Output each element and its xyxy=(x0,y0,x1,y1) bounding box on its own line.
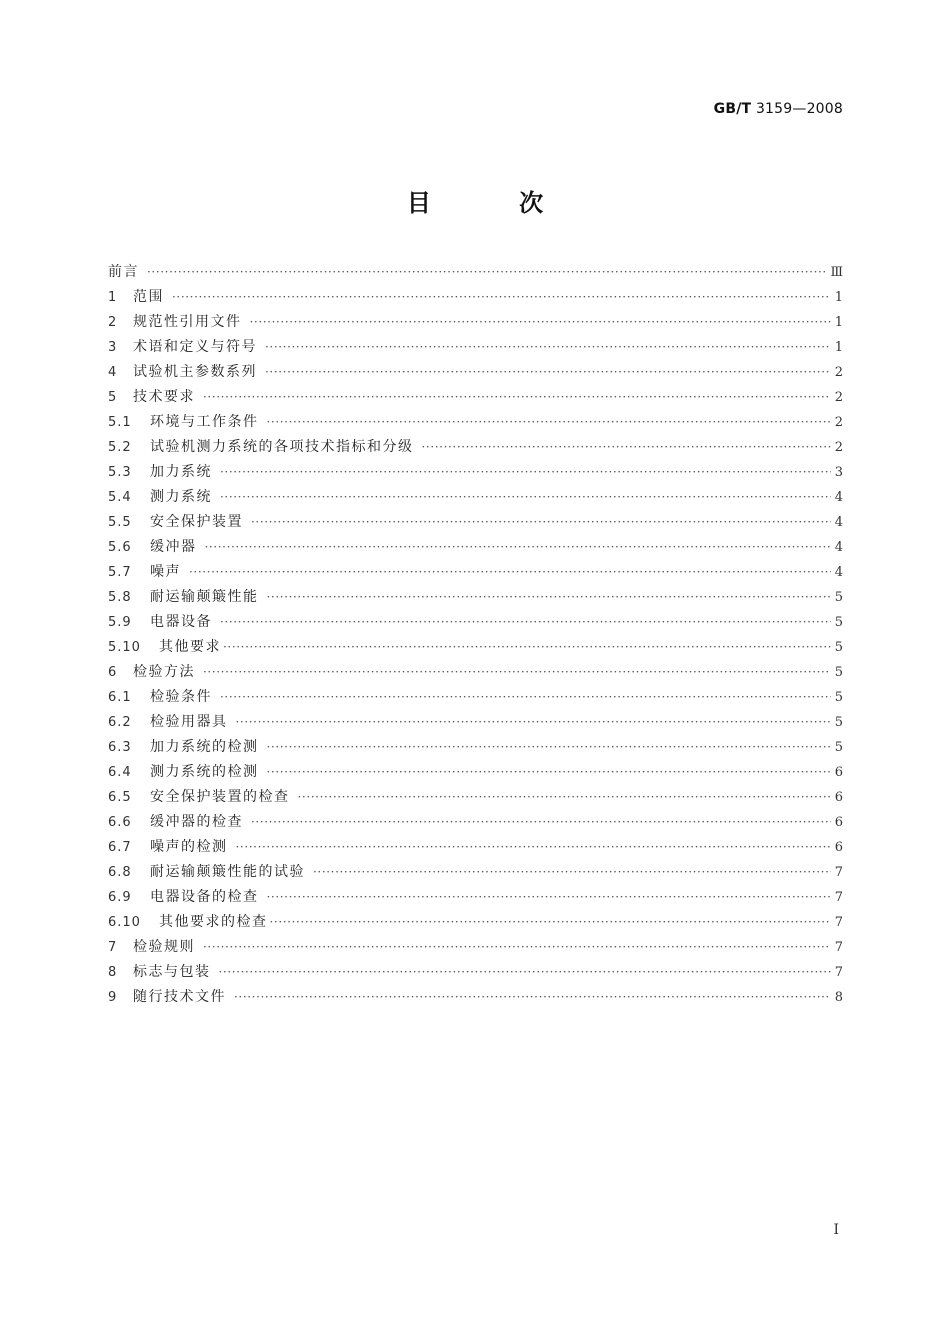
toc-leader-dots xyxy=(203,660,831,685)
toc-entry-page: 7 xyxy=(834,915,843,930)
toc-entry-number: 3 xyxy=(108,340,118,355)
toc-leader-dots xyxy=(267,760,831,785)
toc-entry-title: 噪声 xyxy=(150,564,181,580)
toc-entry-number: 7 xyxy=(108,940,118,955)
toc-leader-dots xyxy=(220,485,831,510)
toc-entry-page: Ⅲ xyxy=(830,265,843,280)
toc-entry-page: 6 xyxy=(834,840,843,855)
toc-entry[interactable] xyxy=(108,485,843,510)
toc-leader-dots xyxy=(250,310,831,335)
toc-entry-title: 其他要求的检查 xyxy=(159,914,268,930)
toc-entry-number: 8 xyxy=(108,965,118,980)
toc-entry[interactable] xyxy=(108,285,843,310)
toc-entry-title: 检验条件 xyxy=(150,689,212,705)
toc-entry-number: 5.6 xyxy=(108,540,132,555)
table-of-contents xyxy=(108,260,843,1010)
toc-leader-dots xyxy=(236,710,831,735)
toc-entry-page: 1 xyxy=(834,315,843,330)
toc-entry-title: 检验用器具 xyxy=(150,714,228,730)
toc-leader-dots xyxy=(223,635,831,660)
toc-entry-title: 加力系统 xyxy=(150,464,212,480)
toc-entry-number: 6.7 xyxy=(108,840,132,855)
toc-entry-page: 6 xyxy=(834,815,843,830)
toc-entry-title: 试验机主参数系列 xyxy=(133,364,257,380)
toc-entry[interactable] xyxy=(108,635,843,660)
toc-entry[interactable] xyxy=(108,735,843,760)
toc-entry[interactable] xyxy=(108,660,843,685)
toc-entry[interactable] xyxy=(108,335,843,360)
toc-entry[interactable] xyxy=(108,385,843,410)
toc-entry-page: 2 xyxy=(834,365,843,380)
toc-entry[interactable] xyxy=(108,435,843,460)
toc-entry-title: 电器设备 xyxy=(150,614,212,630)
toc-entry-title: 范围 xyxy=(133,289,164,305)
toc-entry-title: 耐运输颠簸性能 xyxy=(150,589,259,605)
toc-entry-number: 6.5 xyxy=(108,790,132,805)
toc-entry-title: 术语和定义与符号 xyxy=(133,339,257,355)
toc-entry-title: 安全保护装置 xyxy=(150,514,243,530)
toc-entry[interactable] xyxy=(108,460,843,485)
toc-entry-page: 6 xyxy=(834,765,843,780)
toc-leader-dots xyxy=(265,360,831,385)
toc-entry-title: 试验机测力系统的各项技术指标和分级 xyxy=(150,439,414,455)
page-number: Ⅰ xyxy=(833,1222,839,1238)
toc-entry-page: 3 xyxy=(834,465,843,480)
toc-entry-title: 前言 xyxy=(108,264,139,280)
toc-entry-page: 4 xyxy=(834,515,843,530)
toc-leader-dots xyxy=(251,810,831,835)
toc-entry-number: 5.8 xyxy=(108,590,132,605)
toc-entry-number: 5.4 xyxy=(108,490,132,505)
toc-leader-dots xyxy=(267,410,831,435)
toc-entry[interactable] xyxy=(108,935,843,960)
toc-entry-number: 6.3 xyxy=(108,740,132,755)
toc-entry-title: 规范性引用文件 xyxy=(133,314,242,330)
toc-entry-page: 1 xyxy=(834,290,843,305)
toc-leader-dots xyxy=(205,535,831,560)
toc-entry-page: 5 xyxy=(834,665,843,680)
toc-entry[interactable] xyxy=(108,910,843,935)
toc-entry[interactable] xyxy=(108,985,843,1010)
toc-entry-title: 安全保护装置的检查 xyxy=(150,789,290,805)
toc-entry-number: 6.8 xyxy=(108,865,132,880)
toc-entry[interactable] xyxy=(108,860,843,885)
toc-entry-page: 4 xyxy=(834,540,843,555)
toc-entry-number: 5.5 xyxy=(108,515,132,530)
page-title: 目 次 xyxy=(406,189,584,217)
toc-leader-dots xyxy=(219,960,831,985)
toc-entry-page: 7 xyxy=(834,940,843,955)
toc-entry-page: 2 xyxy=(834,415,843,430)
toc-entry-page: 4 xyxy=(834,490,843,505)
toc-entry[interactable] xyxy=(108,710,843,735)
toc-entry[interactable] xyxy=(108,885,843,910)
toc-entry-number: 4 xyxy=(108,365,118,380)
toc-entry-title: 检验方法 xyxy=(133,664,195,680)
toc-entry[interactable] xyxy=(108,535,843,560)
toc-leader-dots xyxy=(298,785,831,810)
toc-leader-dots xyxy=(234,985,831,1010)
toc-entry-page: 5 xyxy=(834,690,843,705)
toc-entry-number: 1 xyxy=(108,290,118,305)
toc-entry-number: 6.10 xyxy=(108,915,141,930)
toc-leader-dots xyxy=(267,585,831,610)
toc-leader-dots xyxy=(236,835,831,860)
toc-entry-title: 测力系统 xyxy=(150,489,212,505)
toc-entry-page: 1 xyxy=(834,340,843,355)
toc-leader-dots xyxy=(270,910,831,935)
toc-entry-title: 噪声的检测 xyxy=(150,839,228,855)
toc-leader-dots xyxy=(220,685,831,710)
toc-entry-number: 5.2 xyxy=(108,440,132,455)
toc-leader-dots xyxy=(203,935,831,960)
toc-entry[interactable] xyxy=(108,960,843,985)
toc-entry-number: 5.1 xyxy=(108,415,132,430)
toc-entry-page: 8 xyxy=(834,990,843,1005)
toc-entry-title: 电器设备的检查 xyxy=(150,889,259,905)
toc-entry[interactable] xyxy=(108,510,843,535)
toc-entry[interactable] xyxy=(108,560,843,585)
standard-number: 3159—2008 xyxy=(755,101,843,117)
toc-entry-title: 环境与工作条件 xyxy=(150,414,259,430)
toc-entry-page: 7 xyxy=(834,965,843,980)
toc-entry-page: 2 xyxy=(834,390,843,405)
toc-entry-number: 5.3 xyxy=(108,465,132,480)
toc-leader-dots xyxy=(147,260,826,285)
toc-entry-number: 6 xyxy=(108,665,118,680)
toc-leader-dots xyxy=(313,860,831,885)
toc-leader-dots xyxy=(422,435,831,460)
toc-entry-number: 9 xyxy=(108,990,118,1005)
toc-entry[interactable] xyxy=(108,810,843,835)
toc-leader-dots xyxy=(220,610,831,635)
toc-entry-number: 5.7 xyxy=(108,565,132,580)
toc-entry-title: 检验规则 xyxy=(133,939,195,955)
toc-entry-number: 6.6 xyxy=(108,815,132,830)
standard-code xyxy=(714,101,843,117)
toc-entry-title: 耐运输颠簸性能的试验 xyxy=(150,864,305,880)
toc-entry-page: 5 xyxy=(834,590,843,605)
toc-entry[interactable] xyxy=(108,585,843,610)
toc-leader-dots xyxy=(251,510,831,535)
toc-leader-dots xyxy=(267,885,831,910)
toc-entry-title: 加力系统的检测 xyxy=(150,739,259,755)
toc-entry[interactable] xyxy=(108,260,843,285)
toc-entry[interactable] xyxy=(108,310,843,335)
toc-leader-dots xyxy=(265,335,831,360)
toc-entry-page: 7 xyxy=(834,890,843,905)
toc-entry-number: 6.4 xyxy=(108,765,132,780)
toc-entry-page: 2 xyxy=(834,440,843,455)
toc-entry-number: 2 xyxy=(108,315,118,330)
toc-entry-title: 随行技术文件 xyxy=(133,989,226,1005)
toc-entry-page: 5 xyxy=(834,715,843,730)
toc-entry-page: 4 xyxy=(834,565,843,580)
toc-entry-number: 6.1 xyxy=(108,690,132,705)
toc-entry[interactable] xyxy=(108,785,843,810)
toc-entry-page: 7 xyxy=(834,865,843,880)
toc-entry-number: 5 xyxy=(108,390,118,405)
toc-entry-number: 6.2 xyxy=(108,715,132,730)
toc-leader-dots xyxy=(172,285,831,310)
toc-entry-page: 5 xyxy=(834,640,843,655)
toc-entry[interactable] xyxy=(108,760,843,785)
standard-prefix: GB/T xyxy=(713,101,752,117)
toc-entry-title: 其他要求 xyxy=(159,639,221,655)
toc-entry-number: 6.9 xyxy=(108,890,132,905)
toc-entry-title: 测力系统的检测 xyxy=(150,764,259,780)
toc-entry-title: 缓冲器 xyxy=(150,539,197,555)
toc-entry[interactable] xyxy=(108,410,843,435)
toc-leader-dots xyxy=(203,385,831,410)
toc-entry-page: 6 xyxy=(834,790,843,805)
toc-entry-number: 5.10 xyxy=(108,640,141,655)
toc-entry[interactable] xyxy=(108,835,843,860)
toc-leader-dots xyxy=(220,460,831,485)
toc-entry[interactable] xyxy=(108,360,843,385)
toc-leader-dots xyxy=(267,735,831,760)
toc-entry[interactable] xyxy=(108,685,843,710)
toc-entry-number: 5.9 xyxy=(108,615,132,630)
toc-entry-title: 缓冲器的检查 xyxy=(150,814,243,830)
toc-entry-page: 5 xyxy=(834,615,843,630)
toc-entry-page: 5 xyxy=(834,740,843,755)
toc-entry-title: 技术要求 xyxy=(133,389,195,405)
toc-leader-dots xyxy=(189,560,831,585)
toc-entry-title: 标志与包装 xyxy=(133,964,211,980)
toc-entry[interactable] xyxy=(108,610,843,635)
